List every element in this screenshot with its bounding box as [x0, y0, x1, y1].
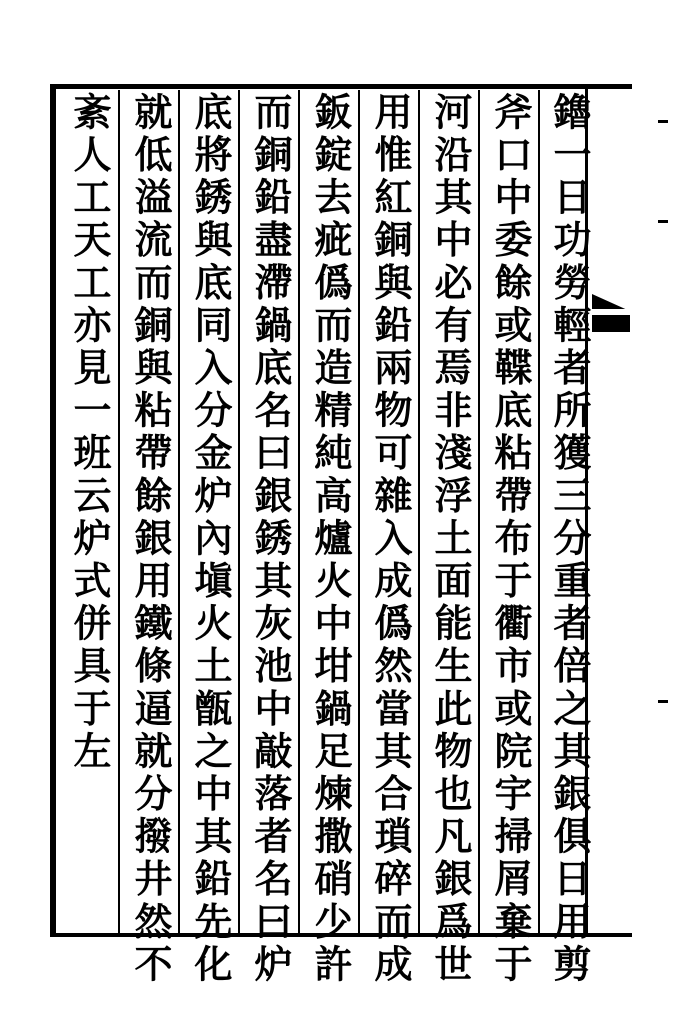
- margin-tick: [658, 700, 668, 703]
- column-rule: [238, 90, 240, 933]
- frame-left-border: [50, 84, 56, 937]
- text-column-9: 紊人工天工亦見一班云炉式併具于左: [67, 92, 112, 774]
- text-column-6: 而銅鉛盡滯鍋底名曰銀銹其灰池中敲落者名曰炉: [248, 92, 293, 987]
- margin-marks: [640, 100, 680, 860]
- column-rule: [358, 90, 360, 933]
- text-column-5: 鈑錠去疵僞而造精純高爐火中坩鍋足煉撒硝少許: [308, 92, 353, 987]
- fold-edge-mark: [592, 294, 630, 332]
- column-rule: [298, 90, 300, 933]
- column-rule: [538, 90, 540, 933]
- column-rule: [178, 90, 180, 933]
- text-column-2: 斧口中委餘或鞢底粘帶布于衢市或院宇掃屑棄于: [488, 92, 533, 987]
- text-column-4: 用惟紅銅與鉛兩物可雜入成僞然當其合瑣碎而成: [368, 92, 413, 987]
- column-rule: [478, 90, 480, 933]
- margin-tick: [658, 120, 668, 123]
- text-column-1: 鑥一日功勞輕者所獲三分重者倍之其銀俱日用剪: [547, 92, 592, 987]
- text-column-3: 河沿其中必有焉非淺浮土面能生此物也凡銀爲世: [428, 92, 473, 987]
- column-rule: [118, 90, 120, 933]
- column-rule: [418, 90, 420, 933]
- margin-tick: [658, 220, 668, 223]
- text-column-8: 就低溢流而銅與粘帶餘銀用鐵條逼就分撥井然不: [128, 92, 173, 987]
- text-column-7: 底將銹與底同入分金炉內塡火土甑之中其鉛先化: [188, 92, 233, 987]
- frame-top-border: [52, 84, 632, 89]
